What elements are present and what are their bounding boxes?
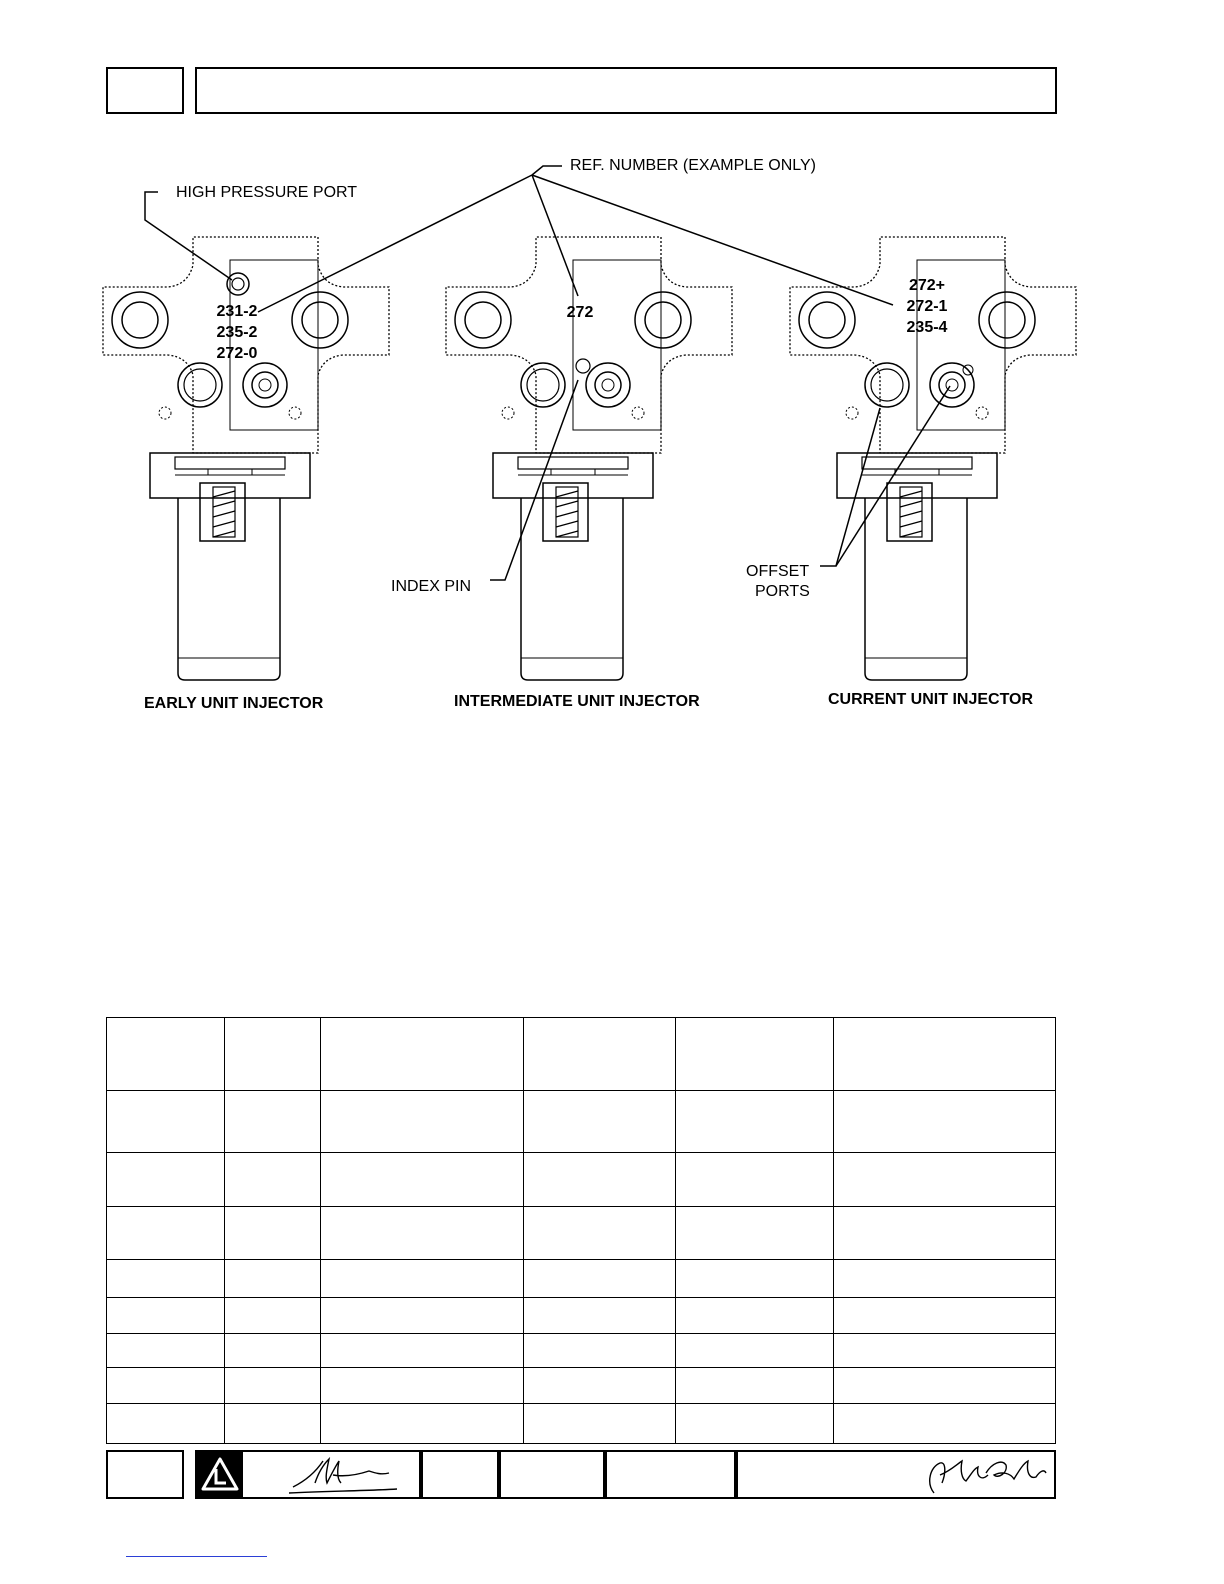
table-row [107, 1207, 1056, 1260]
table-cell [834, 1298, 1056, 1334]
offset-ports-label-line1: OFFSET [746, 563, 810, 580]
table-cell [834, 1368, 1056, 1404]
table-cell [676, 1207, 834, 1260]
table-row [107, 1153, 1056, 1207]
table-cell [523, 1091, 676, 1153]
table-cell [107, 1207, 225, 1260]
table-cell [523, 1298, 676, 1334]
current-injector-caption: CURRENT UNIT INJECTOR [828, 691, 1034, 708]
table-row [107, 1404, 1056, 1444]
ref-number: 272-1 [906, 298, 948, 315]
index-pin-label: INDEX PIN [391, 578, 472, 595]
table-cell [834, 1404, 1056, 1444]
ref-number: 235-4 [906, 319, 948, 336]
table-cell [107, 1298, 225, 1334]
table-cell [676, 1368, 834, 1404]
intermediate-ref-numbers [548, 302, 612, 323]
footer-logo-signature-box [195, 1450, 421, 1499]
revision-table [106, 1017, 1056, 1444]
early-ref-numbers [205, 301, 269, 364]
table-cell [224, 1334, 320, 1368]
table-row [107, 1018, 1056, 1091]
ref-number: 272-0 [216, 345, 258, 362]
table-cell [676, 1404, 834, 1444]
table-cell [834, 1207, 1056, 1260]
footer-cell-2 [499, 1450, 605, 1499]
footer-cell-3 [605, 1450, 736, 1499]
table-row [107, 1368, 1056, 1404]
footer-cell-1 [421, 1450, 499, 1499]
high-pressure-port-label: HIGH PRESSURE PORT [176, 184, 358, 201]
table-cell [224, 1368, 320, 1404]
table-cell [676, 1334, 834, 1368]
table-cell [107, 1404, 225, 1444]
table-cell [224, 1091, 320, 1153]
table-cell [107, 1368, 225, 1404]
table-cell [107, 1091, 225, 1153]
link-underline [126, 1556, 267, 1557]
table-cell [224, 1404, 320, 1444]
table-cell [320, 1207, 523, 1260]
table-cell [523, 1207, 676, 1260]
table-cell [523, 1368, 676, 1404]
table-row [107, 1334, 1056, 1368]
signature-left-image [285, 1453, 405, 1497]
company-logo-icon [197, 1452, 243, 1497]
table-cell [523, 1260, 676, 1298]
table-cell [834, 1260, 1056, 1298]
table-cell [676, 1298, 834, 1334]
table-cell [320, 1298, 523, 1334]
table-cell [676, 1091, 834, 1153]
ref-number: 231-2 [216, 303, 258, 320]
footer-signature-right-box [736, 1450, 1056, 1499]
table-cell [107, 1260, 225, 1298]
table-cell [107, 1018, 225, 1091]
table-cell [676, 1260, 834, 1298]
injector-comparison-diagram [0, 0, 1224, 760]
table-cell [320, 1091, 523, 1153]
ref-number: 272+ [908, 277, 946, 294]
table-cell [224, 1153, 320, 1207]
table-row [107, 1091, 1056, 1153]
table-cell [523, 1153, 676, 1207]
table-row [107, 1298, 1056, 1334]
table-cell [320, 1153, 523, 1207]
ref-number: 235-2 [216, 324, 258, 341]
footer-title-block [106, 1450, 1056, 1499]
table-cell [320, 1368, 523, 1404]
ref-number-label: REF. NUMBER (EXAMPLE ONLY) [570, 157, 816, 174]
table-cell [676, 1018, 834, 1091]
table-cell [523, 1334, 676, 1368]
table-cell [523, 1404, 676, 1444]
intermediate-injector-caption: INTERMEDIATE UNIT INJECTOR [454, 693, 700, 710]
table-cell [834, 1334, 1056, 1368]
table-cell [107, 1334, 225, 1368]
table-cell [834, 1018, 1056, 1091]
table-cell [834, 1153, 1056, 1207]
signature-right-image [916, 1453, 1050, 1497]
table-cell [676, 1153, 834, 1207]
index-pin-mark [576, 359, 590, 373]
early-injector-caption: EARLY UNIT INJECTOR [144, 695, 324, 712]
table-cell [224, 1207, 320, 1260]
footer-page-box [106, 1450, 184, 1499]
table-cell [320, 1018, 523, 1091]
table-cell [320, 1260, 523, 1298]
table-cell [834, 1091, 1056, 1153]
table-row [107, 1260, 1056, 1298]
offset-ports-label-line2: PORTS [755, 583, 810, 600]
table-cell [320, 1404, 523, 1444]
table-cell [523, 1018, 676, 1091]
table-cell [224, 1298, 320, 1334]
current-ref-numbers [895, 275, 959, 338]
table-cell [107, 1153, 225, 1207]
table-cell [224, 1260, 320, 1298]
table-cell [320, 1334, 523, 1368]
table-cell [224, 1018, 320, 1091]
ref-number: 272 [566, 304, 594, 321]
